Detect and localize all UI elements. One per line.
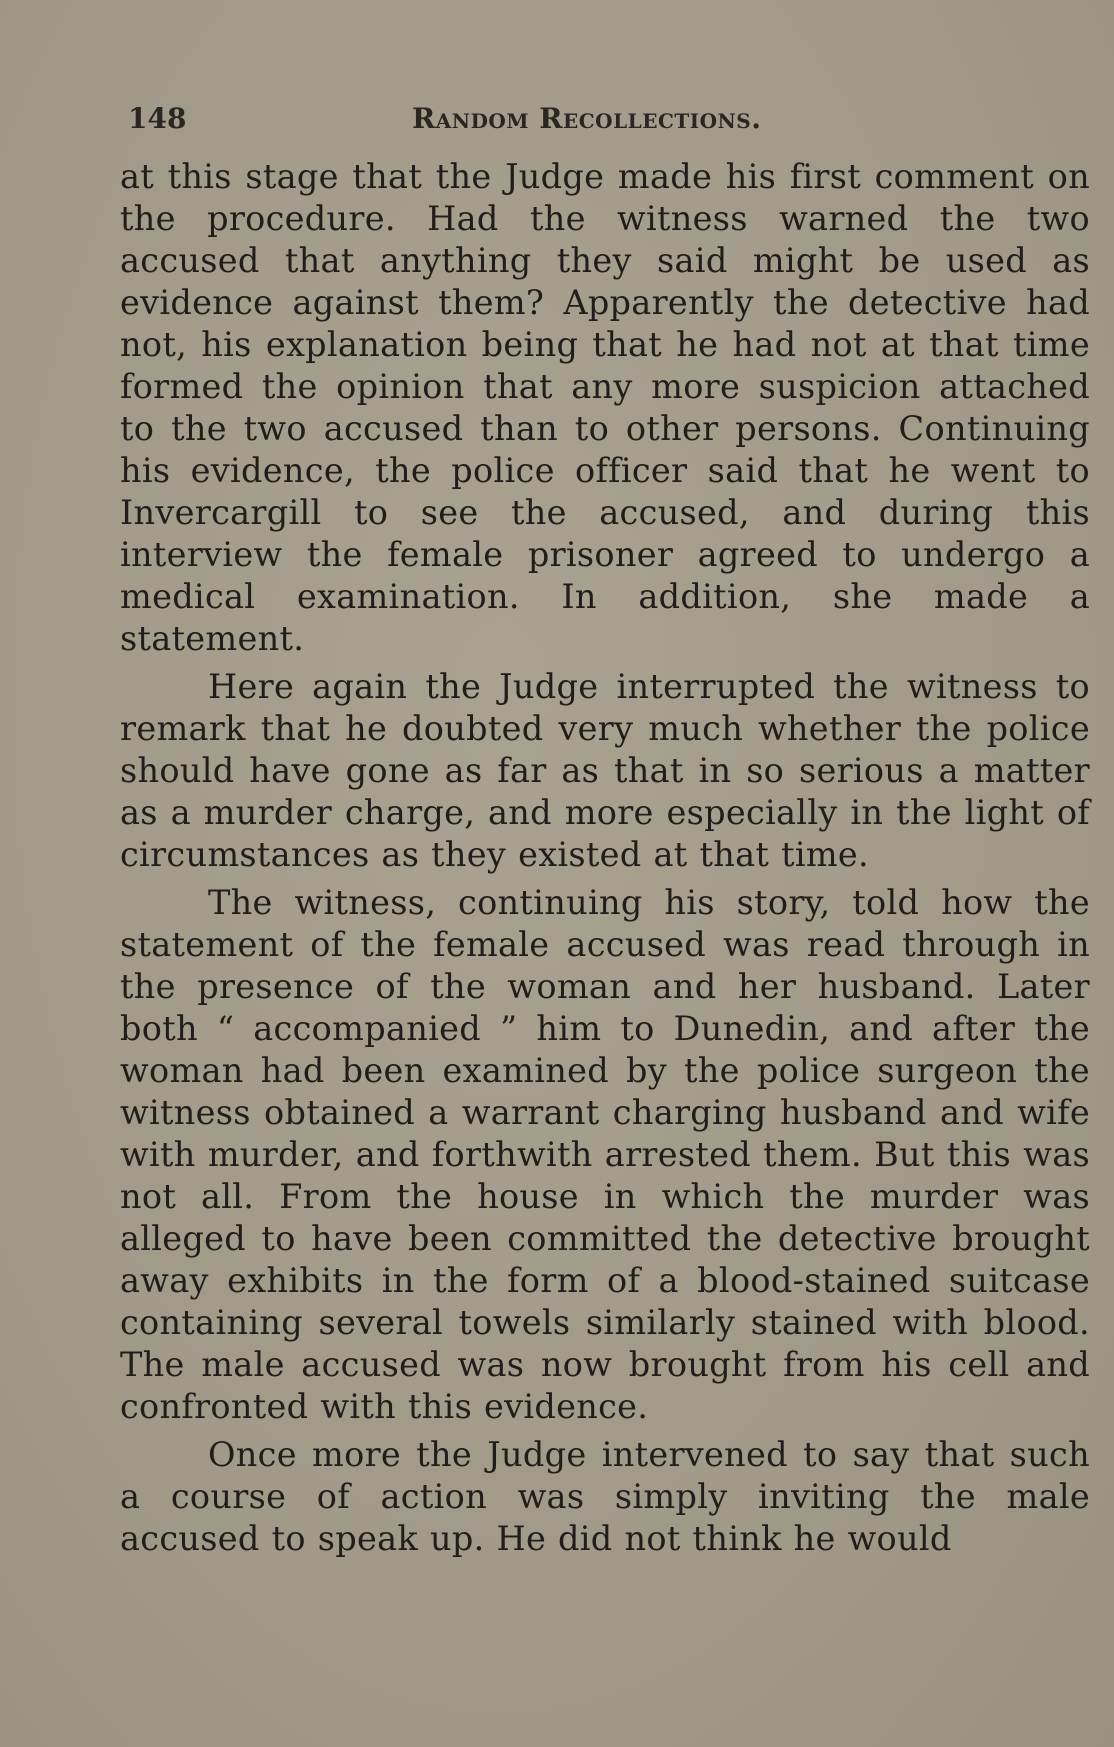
body-text: [120, 156, 1090, 1560]
running-title: Random Recollections.: [412, 102, 762, 135]
paragraph: Here again the Judge interrupted the witness to remark that he doubted very much whether the police should have gone as far as that in so serious a matter as a murder charge, and more especially in the light of circumstances as they existed at that time.: [120, 667, 1090, 874]
paragraph: The witness, continuing his story, told how the statement of the female accused was read through in the presence of the woman and her husband. Later both “ accompanied ” him to Dunedin, and after the woman had been examined by the police surgeon the witness obtained a warrant charging husband and wife with murder, and forthwith arrested them. But this was not all. From the house in which the murder was alleged to have been committed the detective brought away exhibits in the form of a blood-stained suitcase containing several towels similarly stained with blood. The male accused was now brought from his cell and confronted with this evidence.: [120, 883, 1090, 1426]
paragraph: Once more the Judge intervened to say that such a course of action was simply inviting the male accused to speak up. He did not think he would: [120, 1435, 1090, 1558]
page-header: [122, 98, 1088, 142]
page-number: 148: [128, 102, 187, 135]
paragraph-continued: at this stage that the Judge made his first comment on the procedure. Had the witness warned the two accused that anything they said might be used as evidence against them? Apparently the detective had not, his explanation being that he had not at that time formed the opinion that any more suspicion attached to the two accused than to other persons. Continuing his evidence, the police officer said that he went to Invercargill to see the accused, and during this interview the female prisoner agreed to undergo a medical examination. In addition, she made a statement.: [120, 157, 1090, 658]
